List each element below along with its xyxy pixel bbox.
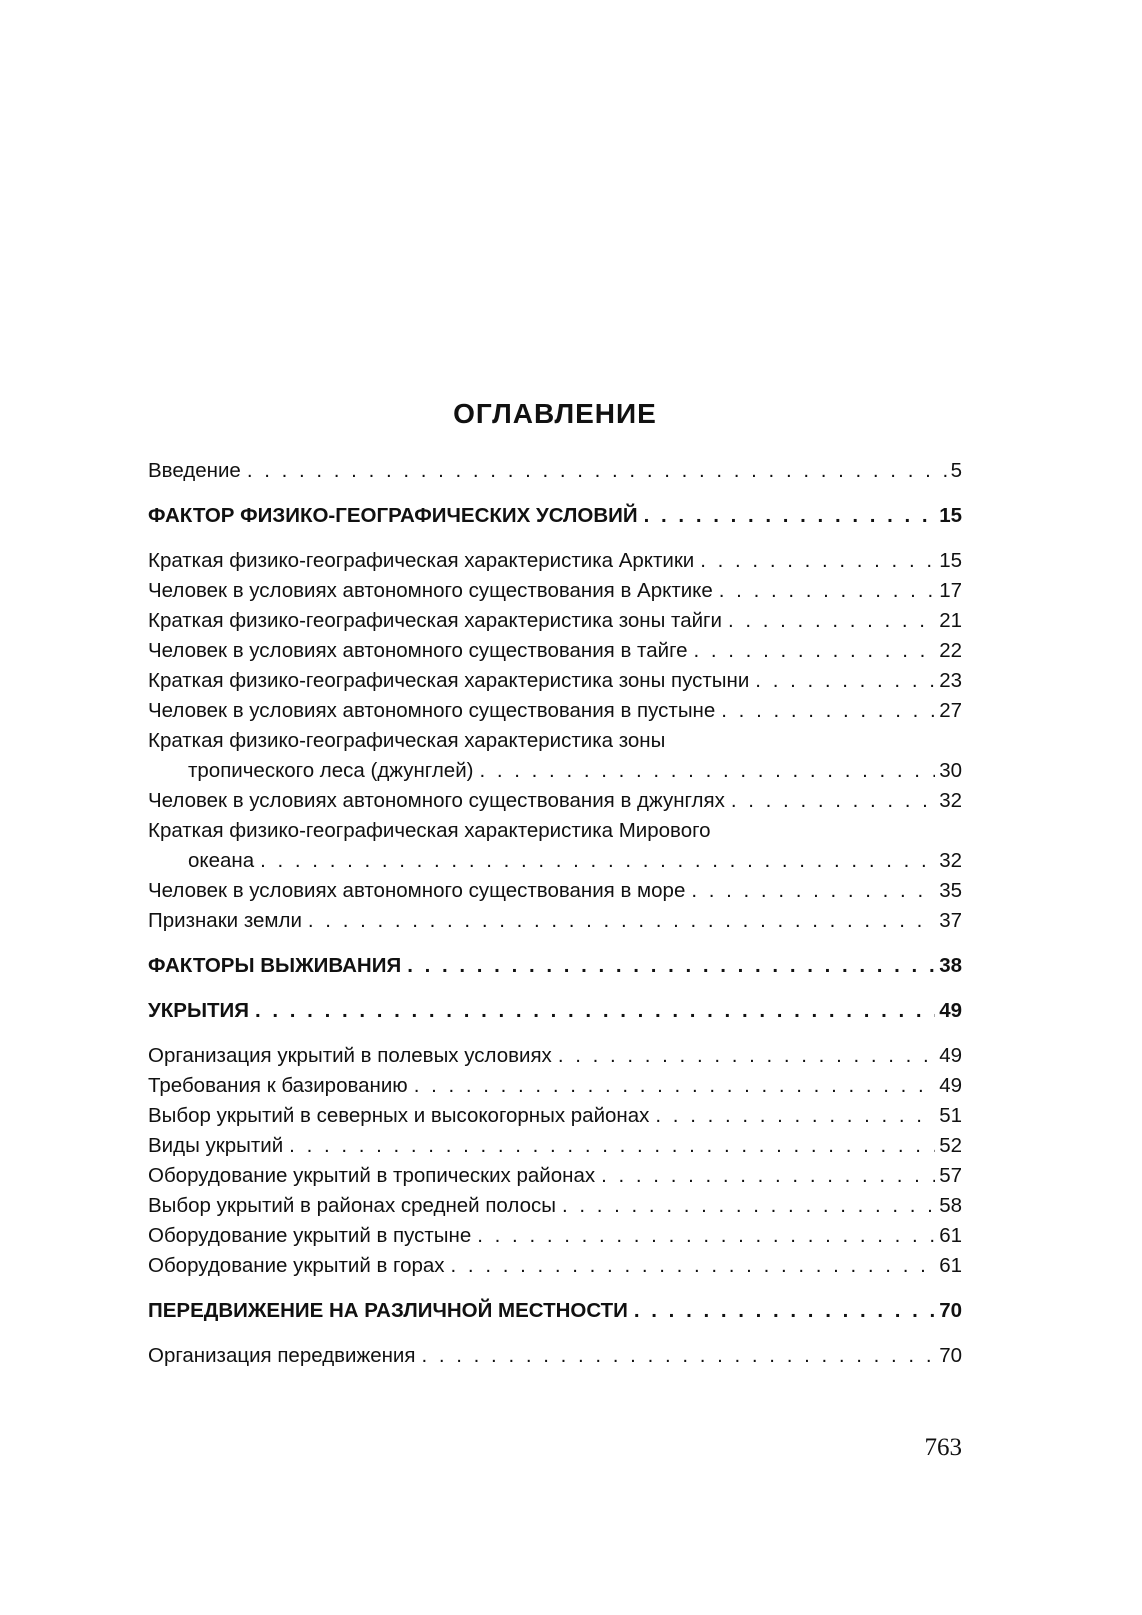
toc-entry	[148, 606, 962, 636]
toc-entry-label: Человек в условиях автономного существования в море	[148, 879, 686, 902]
page-number: 763	[924, 1434, 962, 1461]
toc-entry	[148, 756, 962, 786]
toc-entry-label: Выбор укрытий в районах средней полосы	[148, 1194, 556, 1217]
toc-entry	[148, 666, 962, 696]
toc-entry-label: Организация укрытий в полевых условиях	[148, 1044, 552, 1067]
toc-entry-page: 30	[939, 759, 962, 782]
toc-entry	[148, 696, 962, 726]
toc-entry-label: тропического леса (джунглей)	[188, 759, 474, 782]
toc-entry-page: 38	[939, 954, 962, 977]
toc-entry-label: ПЕРЕДВИЖЕНИЕ НА РАЗЛИЧНОЙ МЕСТНОСТИ	[148, 1299, 628, 1322]
toc-dot-leader	[562, 1191, 935, 1221]
toc-entry-page: 17	[939, 579, 962, 602]
toc-dot-leader	[691, 876, 935, 906]
toc-dot-leader	[755, 666, 935, 696]
toc-entry-page: 22	[939, 639, 962, 662]
toc-dot-leader	[601, 1161, 935, 1191]
toc-dot-leader	[451, 1251, 936, 1281]
toc-entry-page: 52	[939, 1134, 962, 1157]
toc-entry-label: Человек в условиях автономного существования в тайге	[148, 639, 688, 662]
toc-entry	[148, 501, 962, 531]
toc-entry-page: 32	[939, 789, 962, 812]
toc-dot-leader	[721, 696, 935, 726]
toc-entry	[148, 996, 962, 1026]
toc-entry	[148, 951, 962, 981]
toc-dot-leader	[260, 846, 935, 876]
toc-entry-label: Оборудование укрытий в пустыне	[148, 1224, 472, 1247]
toc-entry	[148, 1191, 962, 1221]
toc-entry-page: 5	[950, 459, 962, 482]
toc-entry-page: 61	[939, 1224, 962, 1247]
toc-entry-label: Человек в условиях автономного существования в Арктике	[148, 579, 713, 602]
toc-entry-page: 21	[939, 609, 962, 632]
toc-entry	[148, 1341, 962, 1371]
toc-entry-page: 51	[939, 1104, 962, 1127]
toc-entry-page: 49	[939, 1044, 962, 1067]
toc-dot-leader	[634, 1296, 935, 1326]
toc-dot-leader	[719, 576, 935, 606]
toc-dot-leader	[421, 1341, 935, 1371]
toc-entry	[148, 1071, 962, 1101]
toc-entry	[148, 876, 962, 906]
toc-entry	[148, 906, 962, 936]
toc-dot-leader	[255, 996, 935, 1026]
toc-entry-label: УКРЫТИЯ	[148, 999, 249, 1022]
toc-entry-label: Краткая физико-географическая характеристика Арктики	[148, 549, 695, 572]
toc-dot-leader	[694, 636, 936, 666]
toc-entry	[148, 576, 962, 606]
toc-entry-page: 58	[939, 1194, 962, 1217]
toc-entry-label: Оборудование укрытий в горах	[148, 1254, 445, 1277]
toc-entry	[148, 456, 962, 486]
toc-dot-leader	[477, 1221, 935, 1251]
toc-content	[148, 398, 962, 1371]
toc-entry-label: Краткая физико-географическая характеристика зоны пустыни	[148, 669, 750, 692]
toc-entry-label: Признаки земли	[148, 909, 302, 932]
toc-entry	[148, 1221, 962, 1251]
toc-dot-leader	[308, 906, 935, 936]
toc-entry-page: 57	[939, 1164, 962, 1187]
toc-entry-label: Введение	[148, 459, 241, 482]
toc-entry-page: 23	[939, 669, 962, 692]
toc-entry-page: 15	[939, 504, 962, 527]
toc-dot-leader	[289, 1131, 935, 1161]
toc-entry	[148, 1101, 962, 1131]
toc-entry-page: 70	[939, 1299, 962, 1322]
toc-entry-page: 49	[939, 1074, 962, 1097]
toc-list	[148, 456, 962, 1371]
toc-entry-page: 35	[939, 879, 962, 902]
page-title: ОГЛАВЛЕНИЕ	[453, 398, 657, 429]
toc-entry	[148, 636, 962, 666]
toc-dot-leader	[558, 1041, 935, 1071]
toc-dot-leader	[407, 951, 935, 981]
toc-entry-label: Организация передвижения	[148, 1344, 416, 1367]
toc-entry-label: Виды укрытий	[148, 1134, 284, 1157]
toc-entry	[148, 786, 962, 816]
toc-dot-leader	[731, 786, 935, 816]
toc-entry-label: Требования к базированию	[148, 1074, 408, 1097]
toc-entry-label: Человек в условиях автономного существования в джунглях	[148, 789, 725, 812]
toc-entry	[148, 1296, 962, 1326]
toc-entry-page: 15	[939, 549, 962, 572]
toc-entry-page: 27	[939, 699, 962, 722]
toc-dot-leader	[414, 1071, 936, 1101]
toc-entry-label: Краткая физико-географическая характеристика зоны тайги	[148, 609, 722, 632]
toc-entry-page: 61	[939, 1254, 962, 1277]
toc-entry	[148, 546, 962, 576]
toc-entry-page: 70	[939, 1344, 962, 1367]
toc-entry	[148, 846, 962, 876]
toc-entry-page: 49	[939, 999, 962, 1022]
toc-entry-label: Выбор укрытий в северных и высокогорных районах	[148, 1104, 650, 1127]
toc-entry-line1: Краткая физико-географическая характеристика зоны	[148, 729, 666, 752]
toc-entry-label: Человек в условиях автономного существования в пустыне	[148, 699, 716, 722]
toc-dot-leader	[644, 501, 936, 531]
toc-entry-label: ФАКТОРЫ ВЫЖИВАНИЯ	[148, 954, 402, 977]
toc-dot-leader	[700, 546, 935, 576]
toc-entry-line1: Краткая физико-географическая характеристика Мирового	[148, 819, 711, 842]
toc-entry-label: океана	[188, 849, 255, 872]
toc-entry-label: Оборудование укрытий в тропических районах	[148, 1164, 596, 1187]
toc-entry	[148, 1251, 962, 1281]
toc-dot-leader	[479, 756, 935, 786]
toc-dot-leader	[728, 606, 935, 636]
toc-entry-label: ФАКТОР ФИЗИКО-ГЕОГРАФИЧЕСКИХ УСЛОВИЙ	[148, 504, 638, 527]
toc-entry	[148, 1041, 962, 1071]
toc-entry-page: 37	[939, 909, 962, 932]
toc-entry-page: 32	[939, 849, 962, 872]
toc-entry	[148, 1161, 962, 1191]
toc-dot-leader	[247, 456, 947, 486]
toc-entry	[148, 1131, 962, 1161]
toc-dot-leader	[655, 1101, 935, 1131]
